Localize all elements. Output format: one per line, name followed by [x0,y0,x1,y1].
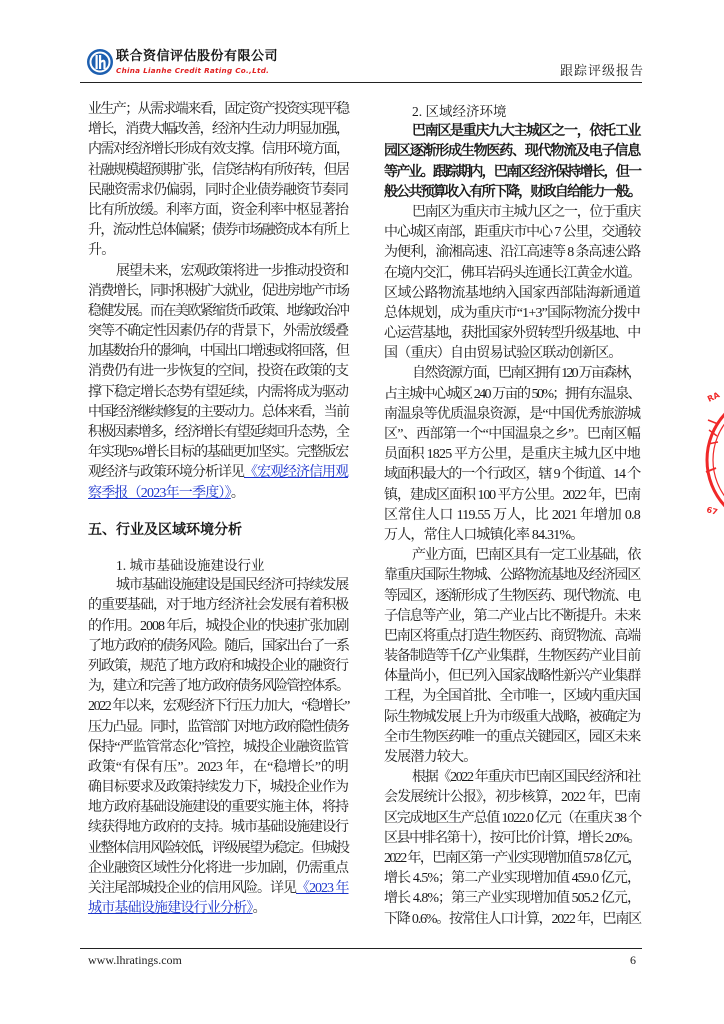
text-line: 在境内交汇，佛耳岩码头连通长江黄金水道。 [384,265,640,281]
paragraph [88,262,348,504]
text-line: 政策“有保有压”。2023 年，在“稳增长”的明 [88,759,348,775]
paragraph [88,576,348,919]
text-line: 的作用。2008 年后，城投企业的快速扩张加剧 [88,618,349,634]
text-line: 撑下稳定增长态势有望延续，内需将成为驱动 [88,384,348,400]
text-line: 展望未来，宏观政策将进一步推动投资和 [116,263,348,279]
text-line: 等园区，逐渐形成了生物医药、现代物流、电 [384,588,640,604]
footer-divider [80,948,642,949]
text-line: 心运营基地，获批国家外贸转型升级基地、中 [384,326,640,342]
company-seal-stamp [700,380,724,540]
text-line: 域面积最大的一个行政区，辖 9 个街道、14 个 [384,467,640,483]
text-segment: 观经济与政策环境分析详见 [88,465,244,481]
text-line: 消费仍有进一步恢复的空间，投资在政策的支 [88,364,348,380]
text-line: 稳健发展。而在美欧紧缩货币政策、地缘政治冲 [88,303,349,319]
subsection-title: 2. 区域经济环境 [412,104,507,119]
text-line: 体量尚小，但已列入国家战略性新兴产业集群 [384,669,640,685]
text-line: 社融规模超预期扩张，信贷结构有所好转，但居 [88,162,349,178]
text-line: 增长，消费大幅改善，经济内生动力明显加强， [88,122,349,138]
text-line: 压力凸显。同时，监管部门对地方政府隐性债务 [88,719,349,735]
text-line: 内需对经济增长形成有效支撑。信用环境方面， [88,142,349,158]
text-line: 巴南区是重庆九大主城区之一，依托工业 [412,124,640,140]
text-line: 国（重庆）自由贸易试验区联动创新区。 [384,346,622,362]
text-line: 产业方面，巴南区具有一定工业基础，依 [412,548,640,564]
text-segment: 关注尾部城投企业的信用风险。详见 [88,881,296,896]
text-line: 为，建立和完善了地方政府债务风险管控体系。 [88,679,349,695]
text-line: 工程，为全国首批、全市唯一，区域内重庆国 [384,689,640,705]
report-link[interactable]: 《宏观经济信用观 [244,465,348,481]
text-line: 比有所放缓。利率方面，资金利率中枢显著抬 [88,202,348,218]
text-line: 中国经济继续修复的主要动力。总体来看，当前 [88,404,349,420]
logo-mark-icon [87,49,113,75]
text-line: 自然资源方面，巴南区拥有 120 万亩森林， [412,366,640,382]
right-column [384,102,640,930]
text-line: 发展潜力较大。 [384,750,477,765]
text-line [88,484,348,504]
report-link[interactable]: 《2023 年 [296,881,349,896]
paragraph [384,203,640,365]
text-line: 下降 0.6%。按常住人口计算，2022 年，巴南区 [384,911,641,927]
company-name-en: China Lianhe Credit Rating Co.,Ltd. [116,66,270,75]
text-segment: 。 [230,485,245,501]
text-line: 区县中排名第十），按可比价计算，增长 2.0%。 [384,830,640,846]
text-line: 区常住人口 119.55 万人，比 2021 年增加 0.8 [384,507,640,523]
text-line: 民融资需求仍偏弱，同时企业债券融资节奏同 [88,182,348,198]
text-line [88,463,348,483]
svg-text:67: 67 [705,505,719,517]
text-line: 般公共预算收入有所下降，财政自给能力一般。 [384,184,641,200]
text-line: 占主城中心城区 240 万亩的 50%；拥有东温泉、 [384,386,640,402]
page-number: 6 [630,953,636,967]
text-line: 业整体信用风险较低，评级展望为稳定。但城投 [88,840,349,856]
text-line: 了地方政府的债务风险。随后，国家出台了一系 [88,638,349,654]
section-heading: 五、行业及区域环境分析 [88,522,242,538]
text-line: 装备制造等千亿产业集群，生物医药产业目前 [384,649,640,665]
text-line: 中心城区南部，距重庆市中心 7 公里，交通较 [384,225,640,241]
text-line [88,879,348,899]
text-line: 员面积 1825 平方公里，是重庆主城九区中地 [384,447,640,463]
text-line: 总体规划，成为重庆市“1+3”国际物流分拨中 [384,305,640,321]
text-line: 根据《2022 年重庆市巴南区国民经济和社 [412,770,640,786]
text-line: 2022 年，巴南区第一产业实现增加值 57.8 亿元， [384,850,641,866]
text-line: 区完成地区生产总值 1022.0 亿元（在重庆 38 个 [384,810,641,826]
text-line: 城市基础设施建设是国民经济可持续发展 [116,578,348,594]
text-line: 区”、西部第一个“中国温泉之乡”。巴南区幅 [384,427,640,442]
company-name: 联合资信评估股份有限公司 [116,49,279,64]
text-line: 等产业。跟踪期内，巴南区经济保持增长，但一 [384,164,641,180]
text-line: 巴南区为重庆市主城九区之一，位于重庆 [412,204,640,220]
text-line: 年实现5%增长目标的基础更加坚实。完整版宏 [88,445,348,461]
text-segment: 。 [252,901,266,917]
text-line: 加基数抬升的影响，中国出口增速或将回落，但 [88,344,349,360]
text-line: 为便利，渝湘高速、沿江高速等 8 条高速公路 [384,245,640,261]
text-line: 区域公路物流基地纳入国家西部陆海新通道 [384,285,640,301]
text-line: 列政策，规范了地方政府和城投企业的融资行 [88,658,348,674]
text-line: 企业融资区域性分化将进一步加剧，仍需重点 [88,860,348,876]
footer-website: www.lhratings.com [88,953,182,967]
text-line: 万人，常住人口城镇化率 84.31%。 [384,527,584,543]
text-line: 业生产；从需求端来看，固定资产投资实现平稳 [88,102,349,117]
paragraph [384,546,640,768]
text-line: 际生物城发展上升为市级重大战略，被确定为 [384,709,640,725]
text-line: 靠重庆国际生物城、公路物流基地及经济园区 [384,568,640,584]
text-line: 续获得地方政府的支持。城市基础设施建设行 [88,820,348,836]
text-line: 增长 4.8%；第三产业实现增加值 505.2 亿元， [384,891,640,907]
text-line: 的重要基础，对于地方经济社会发展有着积极 [88,598,348,614]
text-line: 镇，建成区面积 100 平方公里。2022 年，巴南 [384,487,640,503]
text-line [88,899,348,919]
text-line: 园区逐渐形成生物医药、现代物流及电子信息 [384,144,640,160]
company-logo [87,49,113,75]
text-line: 会发展统计公报》，初步核算，2022 年，巴南 [384,790,640,806]
report-link[interactable]: 察季报（2023年一季度）》 [88,485,231,501]
text-line: 积极因素增多，经济增长有望延续回升态势，全 [88,425,349,440]
text-line: 南温泉等优质温泉资源，是“中国优秀旅游城 [384,406,641,422]
text-line: 消费增长，同时积极扩大就业，促进房地产市场 [88,283,349,299]
left-column-bottom [88,556,348,919]
paragraph [88,100,348,262]
paragraph [384,768,640,930]
svg-text:RA: RA [706,390,722,404]
paragraph [384,364,640,546]
text-line: 保持“严监管常态化”管控，城投企业融资监管 [88,739,348,755]
header-divider [80,82,642,83]
report-link[interactable]: 城市基础设施建设行业分析》 [88,901,253,917]
text-line: 2022 年以来，宏观经济下行压力加大，“稳增长” [88,699,349,715]
text-line: 升，流动性总体偏紧；债券市场融资成本有所上 [88,223,349,239]
text-line: 全市生物医药唯一的重点关键园区，园区未来 [384,729,640,745]
subsection-title: 1. 城市基础设施建设行业 [116,558,265,573]
text-line: 地方政府基础设施建设的重要实施主体，将持 [88,800,348,816]
report-type: 跟踪评级报告 [560,63,645,78]
text-line: 突等不确定性因素仍存的背景下，外需放缓叠 [88,324,348,340]
text-line: 增长 4.5%；第二产业实现增加值 459.0 亿元， [384,871,640,887]
text-line: 确目标要求及政策持续发力下，城投企业作为 [88,780,348,796]
left-column-top [88,100,348,504]
paragraph [384,122,640,203]
text-line: 升。 [88,243,115,259]
text-line: 子信息等产业，第二产业占比不断提升。未来 [384,608,640,624]
text-line: 巴南区将重点打造生物医药、商贸物流、高端 [384,628,640,644]
